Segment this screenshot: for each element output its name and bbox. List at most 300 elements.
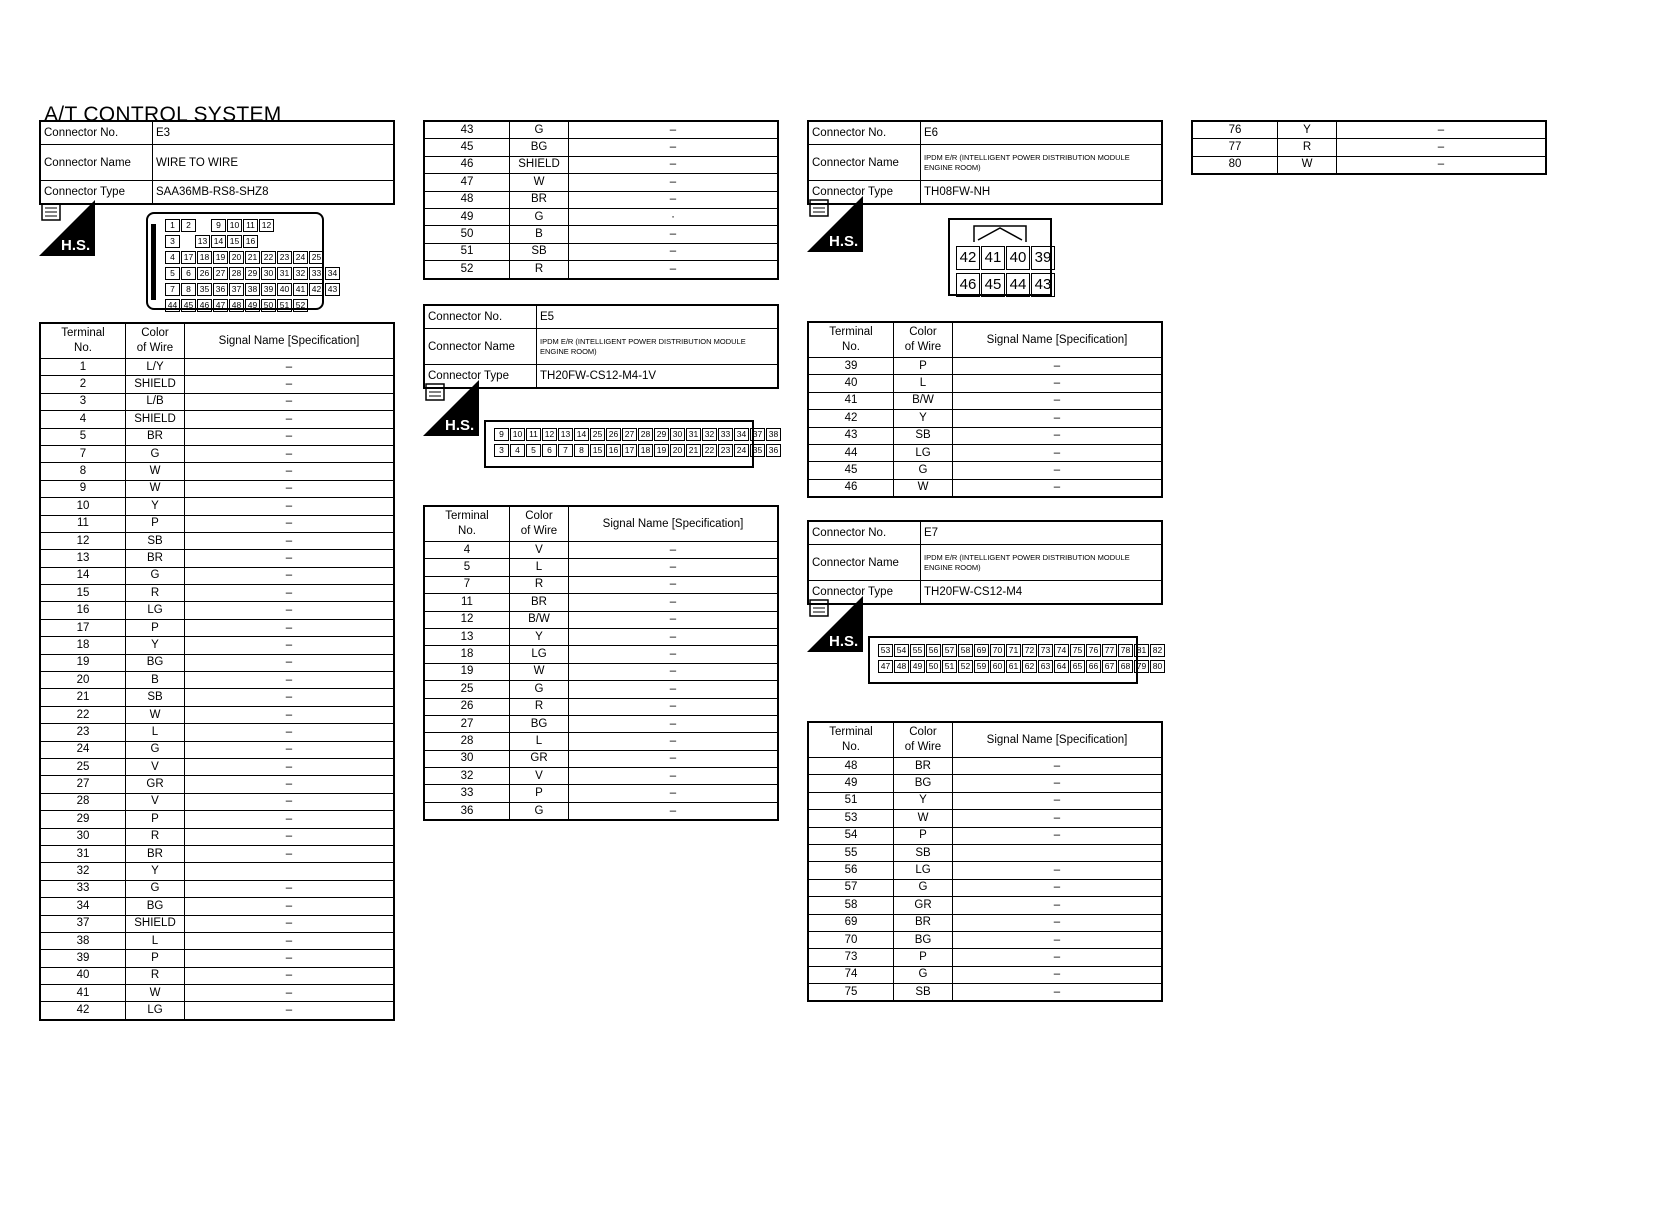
connector-pin: 19 <box>213 251 228 264</box>
signal-name: – <box>185 480 395 497</box>
terminal-row <box>808 897 1162 914</box>
signal-name: – <box>185 845 395 862</box>
connector-pin: 4 <box>165 251 180 264</box>
connector-pin: 32 <box>293 267 308 280</box>
terminal-row <box>808 410 1162 427</box>
terminal-no: 40 <box>808 375 894 392</box>
wire-color: P <box>894 949 953 966</box>
wire-color: SHIELD <box>126 376 185 393</box>
connector-pin: 31 <box>686 428 701 441</box>
terminal-no: 49 <box>808 775 894 792</box>
header-signal: Signal Name [Specification] <box>569 506 779 542</box>
wire-color: B/W <box>894 392 953 409</box>
signal-name: – <box>185 915 395 932</box>
signal-name: – <box>185 828 395 845</box>
terminal-no: 11 <box>424 594 510 611</box>
terminal-row <box>424 698 778 715</box>
connector-pin: 58 <box>958 644 973 657</box>
terminal-no: 40 <box>40 967 126 984</box>
connector-pin: 5 <box>526 444 541 457</box>
wire-color: Y <box>894 410 953 427</box>
signal-name: – <box>185 741 395 758</box>
terminal-row <box>40 515 394 532</box>
signal-name: – <box>1337 156 1547 174</box>
terminal-no: 33 <box>40 880 126 897</box>
connector-pin: 10 <box>510 428 525 441</box>
terminal-row <box>808 844 1162 861</box>
terminal-no: 12 <box>40 532 126 549</box>
signal-name: – <box>569 663 779 680</box>
connector-pin: 13 <box>195 235 210 248</box>
wire-color: G <box>510 208 569 225</box>
connector-pin: 26 <box>197 267 212 280</box>
terminal-no: 30 <box>40 828 126 845</box>
connector-pin: 42 <box>956 246 980 270</box>
terminal-no: 12 <box>424 611 510 628</box>
terminal-no: 76 <box>1192 121 1278 139</box>
connector-pin: 24 <box>293 251 308 264</box>
hs-label: H.S. <box>61 237 91 254</box>
wire-color: G <box>510 802 569 820</box>
terminal-row <box>808 914 1162 931</box>
signal-name: – <box>953 444 1163 461</box>
connector-pin: 45 <box>181 299 196 312</box>
connector-pin: 44 <box>1006 273 1030 297</box>
terminal-no: 20 <box>40 672 126 689</box>
signal-name <box>953 844 1163 861</box>
e6-type: TH08FW-NH <box>921 181 1163 205</box>
signal-name: – <box>185 932 395 949</box>
terminal-row <box>40 880 394 897</box>
connector-pin: 34 <box>734 428 749 441</box>
wire-color: GR <box>510 750 569 767</box>
svg-text:H.S.: H.S. <box>829 633 859 650</box>
connector-pin: 18 <box>638 444 653 457</box>
connector-pin: 20 <box>229 251 244 264</box>
terminal-no: 29 <box>40 811 126 828</box>
connector-pin: 26 <box>606 428 621 441</box>
terminal-no: 24 <box>40 741 126 758</box>
connector-pin: 6 <box>542 444 557 457</box>
connector-pin: 11 <box>526 428 541 441</box>
signal-name: – <box>953 810 1163 827</box>
terminal-row <box>808 931 1162 948</box>
terminal-row <box>808 862 1162 879</box>
terminal-row <box>808 479 1162 497</box>
wire-color: LG <box>894 444 953 461</box>
label-connector-name: Connector Name <box>808 145 921 181</box>
signal-name: – <box>569 261 779 279</box>
terminal-no: 49 <box>424 208 510 225</box>
connector-pin: 60 <box>990 660 1005 673</box>
terminal-no: 13 <box>424 628 510 645</box>
terminal-no: 42 <box>40 1002 126 1020</box>
signal-name: – <box>569 698 779 715</box>
header-signal: Signal Name [Specification] <box>953 722 1163 758</box>
terminal-row <box>40 376 394 393</box>
signal-name: – <box>569 542 779 559</box>
terminal-row <box>424 594 778 611</box>
terminal-no: 18 <box>40 637 126 654</box>
connector-pin: 2 <box>181 219 196 232</box>
header-color: Color of Wire <box>894 722 953 758</box>
signal-name: – <box>953 410 1163 427</box>
e3-info <box>39 120 395 205</box>
connector-pin: 14 <box>574 428 589 441</box>
connector-pin: 49 <box>245 299 260 312</box>
hs-connector-icon <box>807 196 863 252</box>
header-color: Color of Wire <box>126 323 185 359</box>
terminal-row <box>40 672 394 689</box>
wire-color: W <box>510 663 569 680</box>
terminal-no: 31 <box>40 845 126 862</box>
terminal-row <box>424 802 778 820</box>
terminal-row <box>40 532 394 549</box>
terminal-row <box>1192 121 1546 139</box>
terminal-no: 28 <box>40 793 126 810</box>
wire-color: L <box>894 375 953 392</box>
signal-name: – <box>953 479 1163 497</box>
terminal-row <box>40 480 394 497</box>
terminal-row <box>40 445 394 462</box>
connector-pin: 38 <box>245 283 260 296</box>
terminal-row <box>424 559 778 576</box>
terminal-row <box>40 985 394 1002</box>
hs-connector-icon <box>423 380 479 436</box>
e3-no: E3 <box>153 121 395 145</box>
connector-pin: 8 <box>181 283 196 296</box>
wire-color: B <box>510 226 569 243</box>
connector-pin: 12 <box>542 428 557 441</box>
wire-color: G <box>894 879 953 896</box>
connector-pin: 4 <box>510 444 525 457</box>
terminal-no: 48 <box>424 191 510 208</box>
connector-pin: 30 <box>261 267 276 280</box>
connector-pin: 51 <box>942 660 957 673</box>
terminal-row <box>424 208 778 225</box>
terminal-row <box>424 628 778 645</box>
wire-color: P <box>894 827 953 844</box>
wire-color: P <box>894 358 953 375</box>
signal-name: – <box>953 375 1163 392</box>
terminal-row <box>424 156 778 173</box>
label-connector-name: Connector Name <box>424 329 537 365</box>
wire-color: W <box>510 174 569 191</box>
wire-color: BR <box>510 191 569 208</box>
connector-pin: 20 <box>670 444 685 457</box>
terminal-row <box>808 375 1162 392</box>
terminal-row <box>40 724 394 741</box>
wire-color: BG <box>510 139 569 156</box>
signal-name: – <box>185 880 395 897</box>
terminal-row <box>424 226 778 243</box>
signal-name: – <box>185 585 395 602</box>
wire-color: V <box>126 758 185 775</box>
connector-pin: 61 <box>1006 660 1021 673</box>
wire-color: L <box>510 733 569 750</box>
header-signal: Signal Name [Specification] <box>185 323 395 359</box>
signal-name: – <box>185 689 395 706</box>
signal-name: – <box>569 733 779 750</box>
signal-name: – <box>569 576 779 593</box>
label-connector-name: Connector Name <box>808 545 921 581</box>
wire-color: P <box>126 515 185 532</box>
terminal-row <box>424 646 778 663</box>
terminal-no: 30 <box>424 750 510 767</box>
e3-terminal-table <box>39 322 395 1021</box>
terminal-no: 80 <box>1192 156 1278 174</box>
signal-name: – <box>185 950 395 967</box>
terminal-row <box>40 393 394 410</box>
terminal-no: 27 <box>424 715 510 732</box>
terminal-no: 37 <box>40 915 126 932</box>
connector-pin <box>197 219 210 230</box>
terminal-row <box>424 576 778 593</box>
connector-pin: 17 <box>181 251 196 264</box>
signal-name: – <box>185 724 395 741</box>
terminal-row <box>40 463 394 480</box>
wire-color: L <box>126 932 185 949</box>
terminal-row <box>40 654 394 671</box>
connector-pin: 47 <box>878 660 893 673</box>
signal-name: – <box>185 898 395 915</box>
connector-pin: 16 <box>243 235 258 248</box>
wire-color: BG <box>510 715 569 732</box>
terminal-no: 16 <box>40 602 126 619</box>
terminal-no: 41 <box>808 392 894 409</box>
signal-name: – <box>953 358 1163 375</box>
terminal-no: 1 <box>40 359 126 376</box>
wire-color: R <box>510 698 569 715</box>
wire-color: P <box>126 619 185 636</box>
connector-pin: 15 <box>227 235 242 248</box>
connector-pin: 48 <box>229 299 244 312</box>
signal-name: – <box>185 515 395 532</box>
terminal-row <box>808 427 1162 444</box>
terminal-row <box>40 567 394 584</box>
signal-name: – <box>185 567 395 584</box>
terminal-row <box>424 121 778 139</box>
connector-pin: 43 <box>325 283 340 296</box>
header-terminal: Terminal No. <box>808 722 894 758</box>
connector-pin: 10 <box>227 219 242 232</box>
connector-pin: 74 <box>1054 644 1069 657</box>
terminal-no: 39 <box>808 358 894 375</box>
signal-name: – <box>185 776 395 793</box>
label-connector-type: Connector Type <box>40 181 153 205</box>
signal-name: – <box>953 897 1163 914</box>
terminal-no: 45 <box>424 139 510 156</box>
connector-pin: 35 <box>197 283 212 296</box>
terminal-no: 25 <box>424 681 510 698</box>
wire-color: BG <box>894 775 953 792</box>
signal-name: – <box>569 646 779 663</box>
signal-name: – <box>953 427 1163 444</box>
terminal-row <box>40 776 394 793</box>
signal-name: – <box>185 532 395 549</box>
signal-name: – <box>953 792 1163 809</box>
signal-name: – <box>185 619 395 636</box>
wire-color: BG <box>126 654 185 671</box>
connector-pin: 16 <box>606 444 621 457</box>
wire-color: B <box>126 672 185 689</box>
terminal-row <box>40 915 394 932</box>
terminal-no: 5 <box>424 559 510 576</box>
terminal-no: 34 <box>40 898 126 915</box>
connector-pin: 7 <box>165 283 180 296</box>
terminal-no: 53 <box>808 810 894 827</box>
e3-connector-face <box>146 212 338 310</box>
terminal-row <box>808 984 1162 1002</box>
header-signal: Signal Name [Specification] <box>953 322 1163 358</box>
wire-color: G <box>126 567 185 584</box>
signal-name: – <box>953 914 1163 931</box>
signal-name: – <box>569 715 779 732</box>
connector-pin: 70 <box>990 644 1005 657</box>
wire-color: SB <box>126 532 185 549</box>
connector-pin: 46 <box>197 299 212 312</box>
terminal-no: 7 <box>424 576 510 593</box>
signal-name: – <box>953 931 1163 948</box>
connector-pin: 25 <box>590 428 605 441</box>
connector-pin: 30 <box>670 428 685 441</box>
terminal-row <box>424 243 778 260</box>
wire-color: G <box>126 741 185 758</box>
terminal-no: 5 <box>40 428 126 445</box>
wire-color: BR <box>126 550 185 567</box>
wire-color: P <box>126 811 185 828</box>
terminal-row <box>808 462 1162 479</box>
e5-name: IPDM E/R (INTELLIGENT POWER DISTRIBUTION MODULE ENGINE ROOM) <box>537 329 779 365</box>
wire-color: BG <box>126 898 185 915</box>
signal-name: – <box>185 428 395 445</box>
connector-pin: 72 <box>1022 644 1037 657</box>
terminal-no: 33 <box>424 785 510 802</box>
terminal-row <box>1192 139 1546 156</box>
terminal-no: 38 <box>40 932 126 949</box>
connector-pin: 9 <box>494 428 509 441</box>
e3-type: SAA36MB-RS8-SHZ8 <box>153 181 395 205</box>
terminal-row <box>40 689 394 706</box>
e7-name: IPDM E/R (INTELLIGENT POWER DISTRIBUTION MODULE ENGINE ROOM) <box>921 545 1163 581</box>
wire-color: GR <box>894 897 953 914</box>
connector-pin: 40 <box>1006 246 1030 270</box>
e7-info <box>807 520 1163 605</box>
connector-pin: 67 <box>1102 660 1117 673</box>
signal-name: – <box>569 121 779 139</box>
wire-color: G <box>126 445 185 462</box>
connector-pin: 76 <box>1086 644 1101 657</box>
wire-color: LG <box>126 602 185 619</box>
terminal-no: 43 <box>808 427 894 444</box>
signal-name: – <box>185 463 395 480</box>
terminal-row <box>40 863 394 880</box>
connector-pin: 31 <box>277 267 292 280</box>
e5-no: E5 <box>537 305 779 329</box>
terminal-row <box>808 966 1162 983</box>
connector-pin: 33 <box>309 267 324 280</box>
wire-color: BR <box>510 594 569 611</box>
e7-connector-face <box>868 636 1163 684</box>
signal-name: – <box>185 793 395 810</box>
signal-name: – <box>569 139 779 156</box>
wire-color: SHIELD <box>510 156 569 173</box>
terminal-row <box>424 768 778 785</box>
terminal-no: 58 <box>808 897 894 914</box>
terminal-row <box>40 932 394 949</box>
e6-terminal-table <box>807 321 1163 498</box>
e7-type: TH20FW-CS12-M4 <box>921 581 1163 605</box>
signal-name: – <box>185 654 395 671</box>
wire-color: LG <box>894 862 953 879</box>
connector-pin: 50 <box>261 299 276 312</box>
terminal-row <box>40 359 394 376</box>
connector-pin: 82 <box>1150 644 1165 657</box>
signal-name: – <box>1337 121 1547 139</box>
terminal-row <box>424 733 778 750</box>
terminal-no: 26 <box>424 698 510 715</box>
terminal-row <box>40 950 394 967</box>
connector-pin: 46 <box>956 273 980 297</box>
signal-name: – <box>569 594 779 611</box>
connector-pin: 75 <box>1070 644 1085 657</box>
signal-name: – <box>569 681 779 698</box>
connector-pin: 54 <box>894 644 909 657</box>
terminal-row <box>808 792 1162 809</box>
terminal-no: 75 <box>808 984 894 1002</box>
signal-name: – <box>185 359 395 376</box>
wire-color: Y <box>510 628 569 645</box>
wire-color: SB <box>510 243 569 260</box>
terminal-no: 56 <box>808 862 894 879</box>
terminal-row <box>424 174 778 191</box>
terminal-row <box>40 550 394 567</box>
wire-color: W <box>1278 156 1337 174</box>
wire-color: W <box>126 463 185 480</box>
connector-pin: 39 <box>1031 246 1055 270</box>
connector-pin: 23 <box>718 444 733 457</box>
signal-name: – <box>569 174 779 191</box>
terminal-no: 18 <box>424 646 510 663</box>
signal-name: – <box>569 802 779 820</box>
wire-color: L/Y <box>126 359 185 376</box>
terminal-no: 10 <box>40 498 126 515</box>
signal-name: – <box>185 376 395 393</box>
terminal-row <box>424 663 778 680</box>
label-connector-no: Connector No. <box>424 305 537 329</box>
terminal-no: 32 <box>424 768 510 785</box>
signal-name: – <box>953 949 1163 966</box>
terminal-row <box>40 428 394 445</box>
terminal-no: 19 <box>424 663 510 680</box>
wire-color: Y <box>126 637 185 654</box>
terminal-row <box>424 191 778 208</box>
signal-name: – <box>569 611 779 628</box>
connector-pin: 77 <box>1102 644 1117 657</box>
hs-connector-icon <box>39 200 95 256</box>
connector-pin: 78 <box>1118 644 1133 657</box>
connector-pin: 36 <box>766 444 781 457</box>
signal-name: – <box>569 628 779 645</box>
terminal-no: 54 <box>808 827 894 844</box>
signal-name: – <box>185 602 395 619</box>
terminal-row <box>808 775 1162 792</box>
terminal-row <box>40 741 394 758</box>
signal-name: – <box>185 967 395 984</box>
wire-color: R <box>510 576 569 593</box>
connector-pin: 1 <box>165 219 180 232</box>
signal-name: – <box>569 243 779 260</box>
